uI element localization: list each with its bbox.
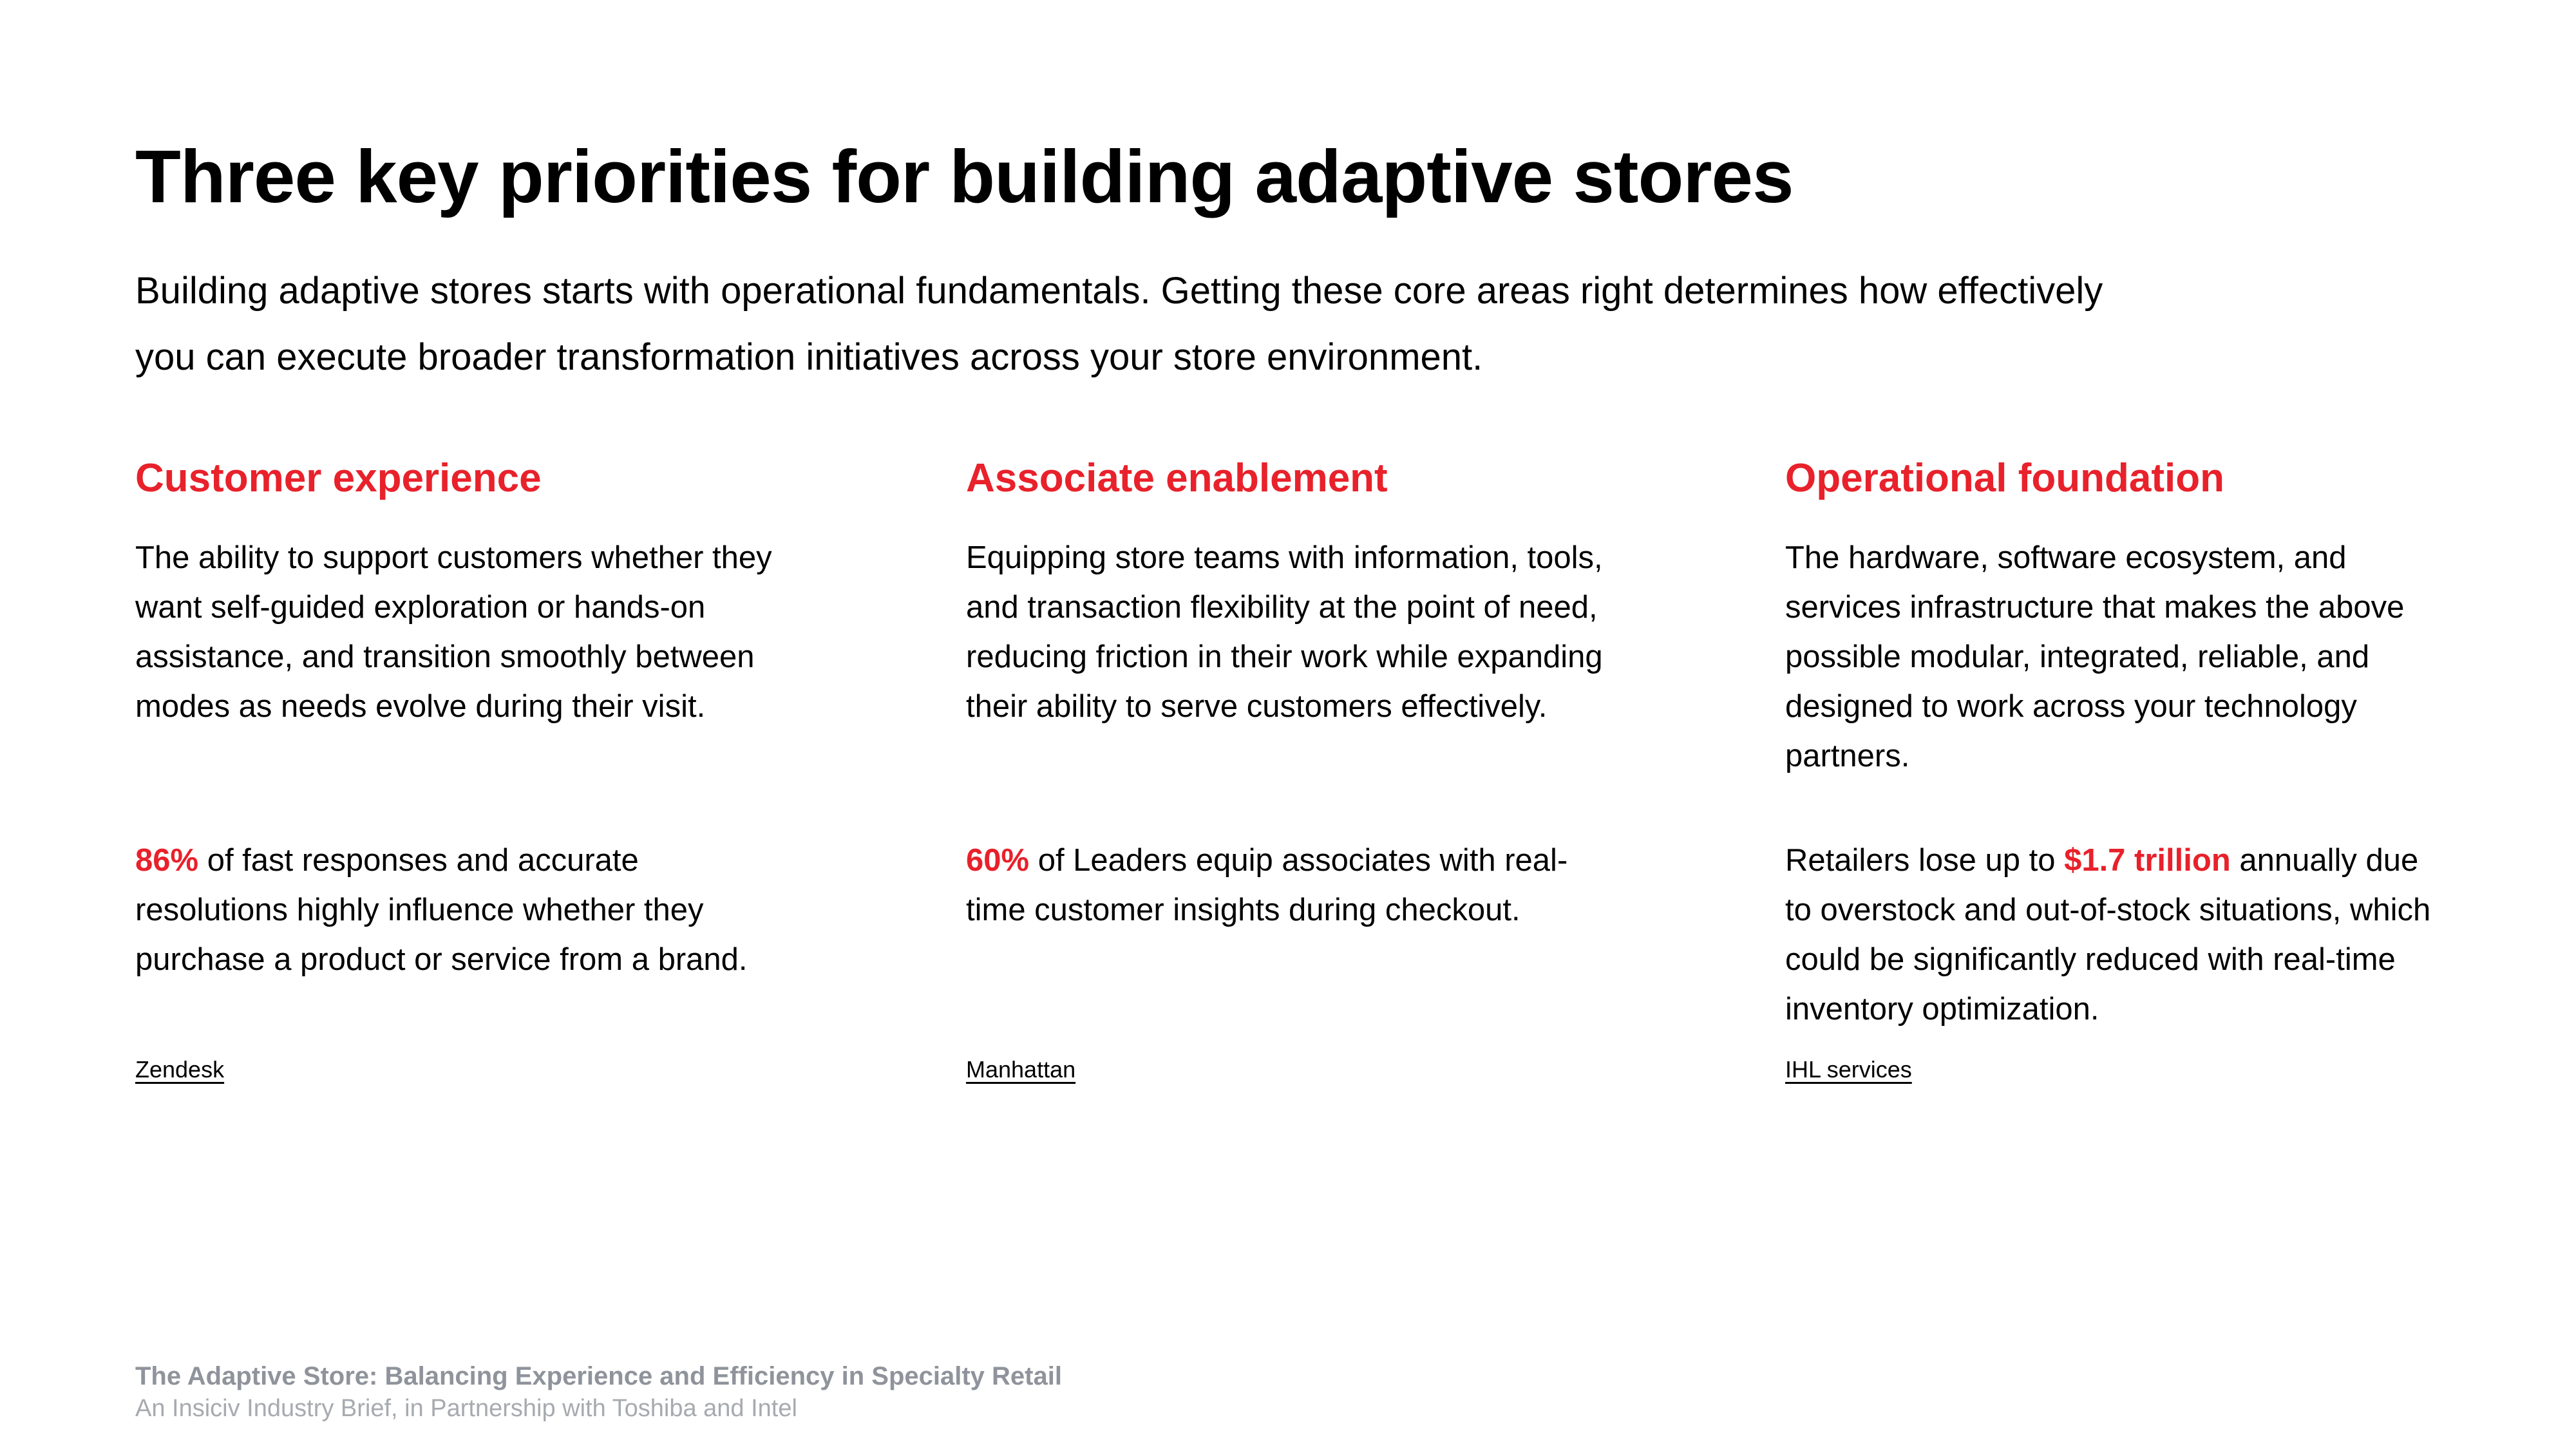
source-row bbox=[135, 1055, 224, 1085]
description-line: possible modular, integrated, reliable, and bbox=[1785, 639, 2370, 674]
stat-line: purchase a product or service from a brand. bbox=[135, 942, 748, 977]
description-line: The hardware, software ecosystem, and bbox=[1785, 540, 2347, 575]
intro-paragraph bbox=[135, 258, 2103, 390]
stat-highlight: $1.7 trillion bbox=[2064, 843, 2231, 878]
footer bbox=[135, 1360, 1062, 1423]
column-operational-foundation bbox=[1785, 455, 2545, 1105]
stat-paragraph bbox=[135, 836, 748, 985]
stat-line bbox=[966, 836, 1567, 886]
intro-line-2: you can execute broader transformation initiatives across your store environment. bbox=[135, 336, 1483, 378]
stat-line bbox=[135, 836, 748, 886]
column-customer-experience bbox=[135, 455, 895, 1105]
stat-text: of fast responses and accurate bbox=[198, 843, 639, 878]
stat-line: resolutions highly influence whether they bbox=[135, 893, 704, 927]
column-heading: Associate enablement bbox=[966, 456, 1388, 500]
source-link-zendesk[interactable]: Zendesk bbox=[135, 1056, 225, 1083]
footer-subtitle: An Insiciv Industry Brief, in Partnership with Toshiba and Intel bbox=[135, 1395, 797, 1422]
description-line: services infrastructure that makes the above bbox=[1785, 590, 2405, 625]
description-line: reducing friction in their work while expanding bbox=[966, 639, 1603, 674]
stat-line: to overstock and out-of-stock situations, which bbox=[1785, 893, 2431, 927]
stat-highlight: 60% bbox=[966, 843, 1030, 878]
footer-title: The Adaptive Store: Balancing Experience and Efficiency in Specialty Retail bbox=[135, 1362, 1062, 1390]
column-associate-enablement bbox=[966, 455, 1726, 1105]
description-line: modes as needs evolve during their visit. bbox=[135, 689, 706, 724]
stat-paragraph bbox=[966, 836, 1567, 935]
description-line: assistance, and transition smoothly between bbox=[135, 639, 755, 674]
slide-title: Three key priorities for building adaptive stores bbox=[135, 135, 1794, 218]
column-description bbox=[966, 533, 1603, 732]
description-line: partners. bbox=[1785, 739, 1910, 773]
description-line: The ability to support customers whether they bbox=[135, 540, 772, 575]
description-line: Equipping store teams with information, tools, bbox=[966, 540, 1603, 575]
stat-text: annually due bbox=[2230, 843, 2419, 878]
column-description bbox=[1785, 533, 2404, 781]
source-link-ihl-services[interactable]: IHL services bbox=[1785, 1056, 1912, 1083]
stat-text: Retailers lose up to bbox=[1785, 843, 2065, 878]
stat-text: of Leaders equip associates with real- bbox=[1029, 843, 1568, 878]
intro-line-1: Building adaptive stores starts with operational fundamentals. Getting these core areas right determines how effectively bbox=[135, 270, 2103, 312]
column-description bbox=[135, 533, 772, 732]
column-heading: Operational foundation bbox=[1785, 456, 2224, 500]
stat-line bbox=[1785, 836, 2430, 886]
description-line: and transaction flexibility at the point of need, bbox=[966, 590, 1598, 625]
description-line: want self-guided exploration or hands-on bbox=[135, 590, 706, 625]
source-link-manhattan[interactable]: Manhattan bbox=[966, 1056, 1076, 1083]
stat-paragraph bbox=[1785, 836, 2430, 1034]
description-line: their ability to serve customers effectively. bbox=[966, 689, 1548, 724]
stat-line: inventory optimization. bbox=[1785, 992, 2099, 1027]
description-line: designed to work across your technology bbox=[1785, 689, 2357, 724]
stat-line: time customer insights during checkout. bbox=[966, 893, 1520, 927]
source-row bbox=[966, 1055, 1075, 1085]
priority-columns bbox=[0, 455, 2576, 1105]
source-row bbox=[1785, 1055, 1912, 1085]
stat-line: could be significantly reduced with real-time bbox=[1785, 942, 2396, 977]
column-heading: Customer experience bbox=[135, 456, 542, 500]
stat-highlight: 86% bbox=[135, 843, 199, 878]
